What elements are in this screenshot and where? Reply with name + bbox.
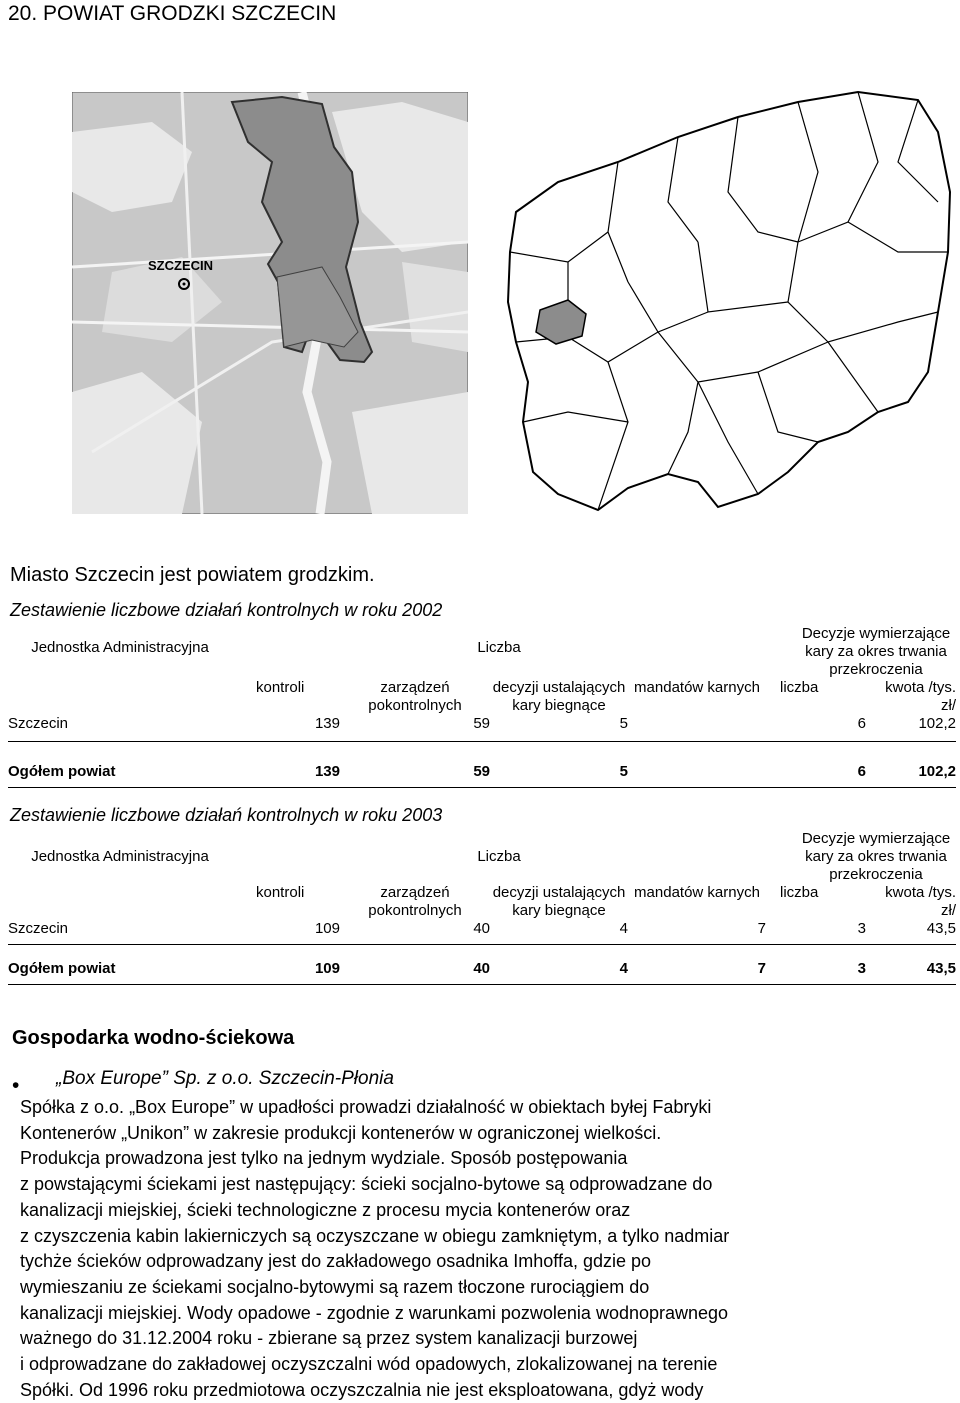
- cell-mandatow: 7: [628, 960, 766, 984]
- header-kontroli: kontroli: [256, 679, 305, 696]
- section-title: 20. POWIAT GRODZKI SZCZECIN: [8, 2, 337, 25]
- header-mandatow: mandatów karnych: [634, 679, 760, 696]
- cell-liczba: 3: [766, 920, 866, 944]
- cell-decyzji: 4: [490, 960, 628, 984]
- paragraph-line: z powstającymi ściekami jest następujący: ścieki socjalno-bytowe są odprowadzane do: [20, 1174, 713, 1195]
- header-liczba-col: liczba: [780, 884, 819, 901]
- table-row: [8, 715, 956, 741]
- cell-decyzji: 5: [490, 763, 628, 787]
- row-name: Ogółem powiat: [8, 763, 232, 787]
- header-decyzji: decyzji ustalających kary biegnące: [492, 884, 626, 919]
- cell-liczba: 3: [766, 960, 866, 984]
- cell-kwota: 43,5: [866, 960, 956, 984]
- cell-kwota: 102,2: [866, 763, 956, 787]
- header-jednostka: Jednostka Administracyjna: [31, 848, 209, 865]
- table-2002: [8, 625, 956, 788]
- table-2003-title: Zestawienie liczbowe działań kontrolnych w roku 2003: [10, 805, 443, 825]
- paragraph-line: Spółki. Od 1996 roku przedmiotowa oczyszczalnia nie jest eksploatowana, gdyż wody: [20, 1379, 704, 1400]
- row-name: Szczecin: [8, 715, 232, 741]
- table-2003: [8, 830, 956, 985]
- cell-zarzadzen: 59: [340, 715, 490, 741]
- header-kwota: kwota /tys. zł/: [885, 884, 956, 919]
- header-zarzadzen: zarządzeń pokontrolnych: [368, 884, 462, 919]
- cell-mandatow: [628, 763, 766, 787]
- paragraph-line: Spółka z o.o. „Box Europe” w upadłości prowadzi działalność w obiektach byłej Fabryki: [20, 1097, 712, 1117]
- header-zarzadzen: zarządzeń pokontrolnych: [368, 679, 462, 714]
- header-liczba: Liczba: [477, 639, 521, 656]
- city-label: SZCZECIN: [148, 258, 213, 273]
- cell-zarzadzen: 40: [340, 920, 490, 944]
- table-row: [8, 920, 956, 944]
- cell-zarzadzen: 40: [340, 960, 490, 984]
- bullet-item-title: „Box Europe” Sp. z o.o. Szczecin-Płonia: [56, 1068, 394, 1089]
- szczecin-city-map: [72, 92, 468, 514]
- header-kontroli: kontroli: [256, 884, 305, 901]
- table-2002-title: Zestawienie liczbowe działań kontrolnych w roku 2002: [10, 600, 443, 620]
- table-row-total: [8, 960, 956, 984]
- cell-kontroli: 139: [232, 715, 340, 741]
- row-name: Ogółem powiat: [8, 960, 232, 984]
- section-heading: Gospodarka wodno-ściekowa: [12, 1027, 295, 1049]
- cell-decyzji: 5: [490, 715, 628, 741]
- cell-liczba: 6: [766, 763, 866, 787]
- paragraph-line: kanalizacji miejskiej, ścieki technologiczne z procesu mycia kontenerów oraz: [20, 1199, 631, 1220]
- paragraph-line: z czyszczenia kabin lakierniczych są oczyszczane w obiegu zamkniętym, a tylko nadmiar: [20, 1225, 730, 1246]
- cell-kontroli: 109: [232, 960, 340, 984]
- header-mandatow: mandatów karnych: [634, 884, 760, 901]
- cell-decyzji: 4: [490, 920, 628, 944]
- header-decyzje: Decyzje wymierzające kary za okres trwania przekroczenia: [801, 625, 951, 678]
- paragraph-line: Produkcja prowadzona jest tylko na jednym wydziale. Sposób postępowania: [20, 1148, 628, 1169]
- cell-kontroli: 139: [232, 763, 340, 787]
- cell-zarzadzen: 59: [340, 763, 490, 787]
- header-jednostka: Jednostka Administracyjna: [31, 639, 209, 656]
- paragraph-line: Kontenerów „Unikon” w zakresie produkcji kontenerów w ograniczonej wielkości.: [20, 1122, 662, 1143]
- cell-mandatow: [628, 715, 766, 741]
- cell-mandatow: 7: [628, 920, 766, 944]
- table-row-total: [8, 763, 956, 787]
- paragraph-line: wymieszaniu ze ściekami socjalno-bytowymi są razem tłoczone rurociągiem do: [20, 1276, 650, 1297]
- cell-kontroli: 109: [232, 920, 340, 944]
- paragraph-line: kanalizacji miejskiej. Wody opadowe - zgodnie z warunkami pozwolenia wodnoprawnego: [20, 1302, 729, 1323]
- header-liczba: Liczba: [477, 848, 521, 865]
- bullet-glyph: •: [12, 1074, 20, 1097]
- header-kwota: kwota /tys. zł/: [885, 679, 956, 714]
- paragraph-line: tychże ścieków odprowadzany jest do zakładowego osadnika Imhoffa, gdzie po: [20, 1251, 652, 1272]
- cell-kwota: 43,5: [866, 920, 956, 944]
- header-decyzji: decyzji ustalających kary biegnące: [492, 679, 626, 714]
- voivodeship-map: [498, 82, 956, 514]
- paragraph-line: i odprowadzane do zakładowej oczyszczalni wód opadowych, zlokalizowanej na terenie: [20, 1354, 718, 1375]
- row-name: Szczecin: [8, 920, 232, 944]
- cell-liczba: 6: [766, 715, 866, 741]
- paragraph-line: ważnego do 31.12.2004 roku - zbierane są przez system kanalizacji burzowej: [20, 1328, 638, 1349]
- header-decyzje: Decyzje wymierzające kary za okres trwania przekroczenia: [801, 830, 951, 883]
- body-paragraph: [20, 1095, 930, 1403]
- intro-text: Miasto Szczecin jest powiatem grodzkim.: [10, 564, 375, 586]
- cell-kwota: 102,2: [866, 715, 956, 741]
- header-liczba-col: liczba: [780, 679, 819, 696]
